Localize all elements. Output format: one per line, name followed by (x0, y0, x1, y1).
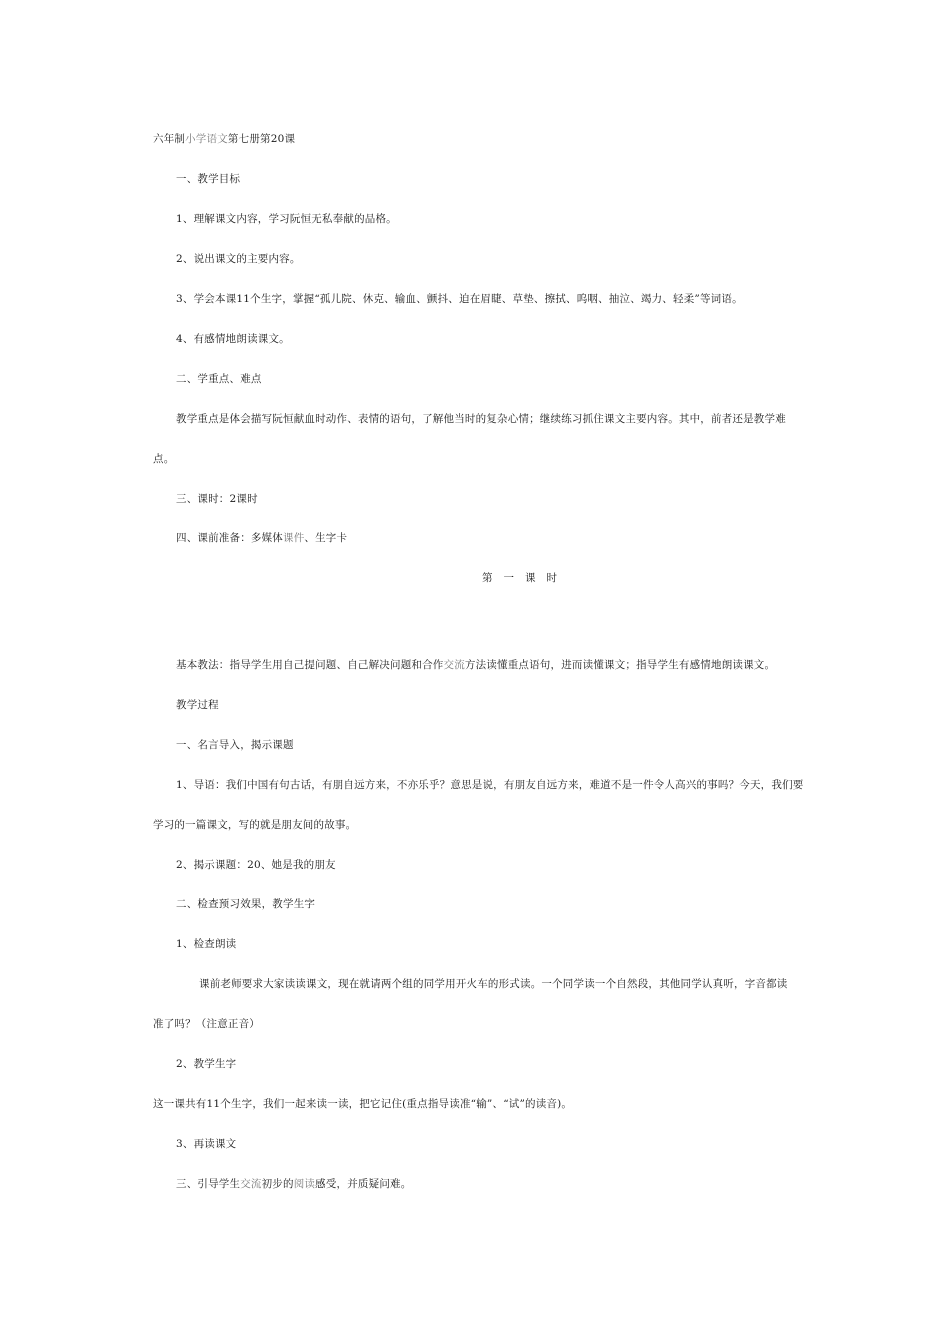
lesson-title: 第一课时 (482, 572, 568, 584)
section-heading-periods: 三、课时：2课时 (176, 493, 258, 505)
goal-item: 1、理解课文内容，学习阮恒无私奉献的品格。 (176, 213, 397, 225)
title-text: 六年制 (153, 133, 186, 145)
process-step-text: 1、导语：我们中国有句古话，有朋自远方来，不亦乐乎？意思是说，有朋友自远方来，难道不是一件令人高兴的事吗？今天，我们要 (176, 779, 804, 791)
goal-item: 4、有感情地朗读课文。 (176, 333, 290, 345)
method-text: 基本教法：指导学生用自己提问题、自己解决问题和合作 (176, 659, 444, 671)
title-text: 第七册第20课 (227, 133, 296, 145)
process-step-text: 2、揭示课题：20、她是我的朋友 (176, 859, 336, 871)
key-points-text: 点。 (153, 453, 175, 465)
process-step-text: 学习的一篇课文，写的就是朋友间的故事。 (153, 819, 357, 831)
process-step-text: 准了吗？（注意正音） (153, 1018, 260, 1030)
prep-text: 、生字卡 (304, 532, 348, 544)
process-step-heading: 二、检查预习效果，教学生字 (176, 898, 316, 910)
goal-item: 2、说出课文的主要内容。 (176, 253, 301, 265)
prep-text: 四、课前准备：多媒体 (176, 532, 283, 544)
section-heading-key-points: 二、学重点、难点 (176, 373, 262, 385)
step-text: 三、引导学生 (176, 1178, 241, 1190)
teaching-method (176, 658, 775, 672)
section-heading-goals: 一、教学目标 (176, 173, 241, 185)
step-text: 初步的 (261, 1178, 294, 1190)
title-link[interactable]: 小学语文 (185, 133, 228, 145)
document-title (153, 132, 295, 146)
key-points-text: 教学重点是体会描写阮恒献血时动作、表情的语句，了解他当时的复杂心情；继续练习抓住课文主要内容。其中，前者还是教学难 (176, 413, 786, 425)
process-step-text: 这一课共有11个生字，我们一起来读一读，把它记住(重点指导读准“输”、“试”的读音)。 (153, 1098, 573, 1110)
process-step-text: 课前老师要求大家读读课文，现在就请两个组的同学用开火车的形式读。一个同学读一个自然段，其他同学认真听，字音都读 (199, 978, 788, 990)
process-step-heading (176, 1177, 411, 1191)
goal-item: 3、学会本课11个生字，掌握“孤儿院、休克、输血、颤抖、迫在眉睫、草垫、擦拭、呜咽、抽泣、竭力、轻柔”等词语。 (176, 293, 743, 305)
prep-link[interactable]: 课件 (283, 532, 305, 544)
method-text: 方法读懂重点语句，进而读懂课文；指导学生有感情地朗读课文。 (464, 659, 776, 671)
step-link[interactable]: 交流 (240, 1178, 262, 1190)
process-step-heading: 一、名言导入，揭示课题 (176, 739, 294, 751)
method-link[interactable]: 交流 (443, 659, 465, 671)
step-link[interactable]: 阅读 (293, 1178, 316, 1190)
process-step-text: 1、检查朗读 (176, 938, 237, 950)
section-heading-preparation (176, 531, 347, 545)
step-text: 感受，并质疑问难。 (315, 1178, 412, 1190)
process-step-text: 2、教学生字 (176, 1058, 237, 1070)
process-step-text: 3、再读课文 (176, 1138, 237, 1150)
process-heading: 教学过程 (176, 699, 219, 711)
